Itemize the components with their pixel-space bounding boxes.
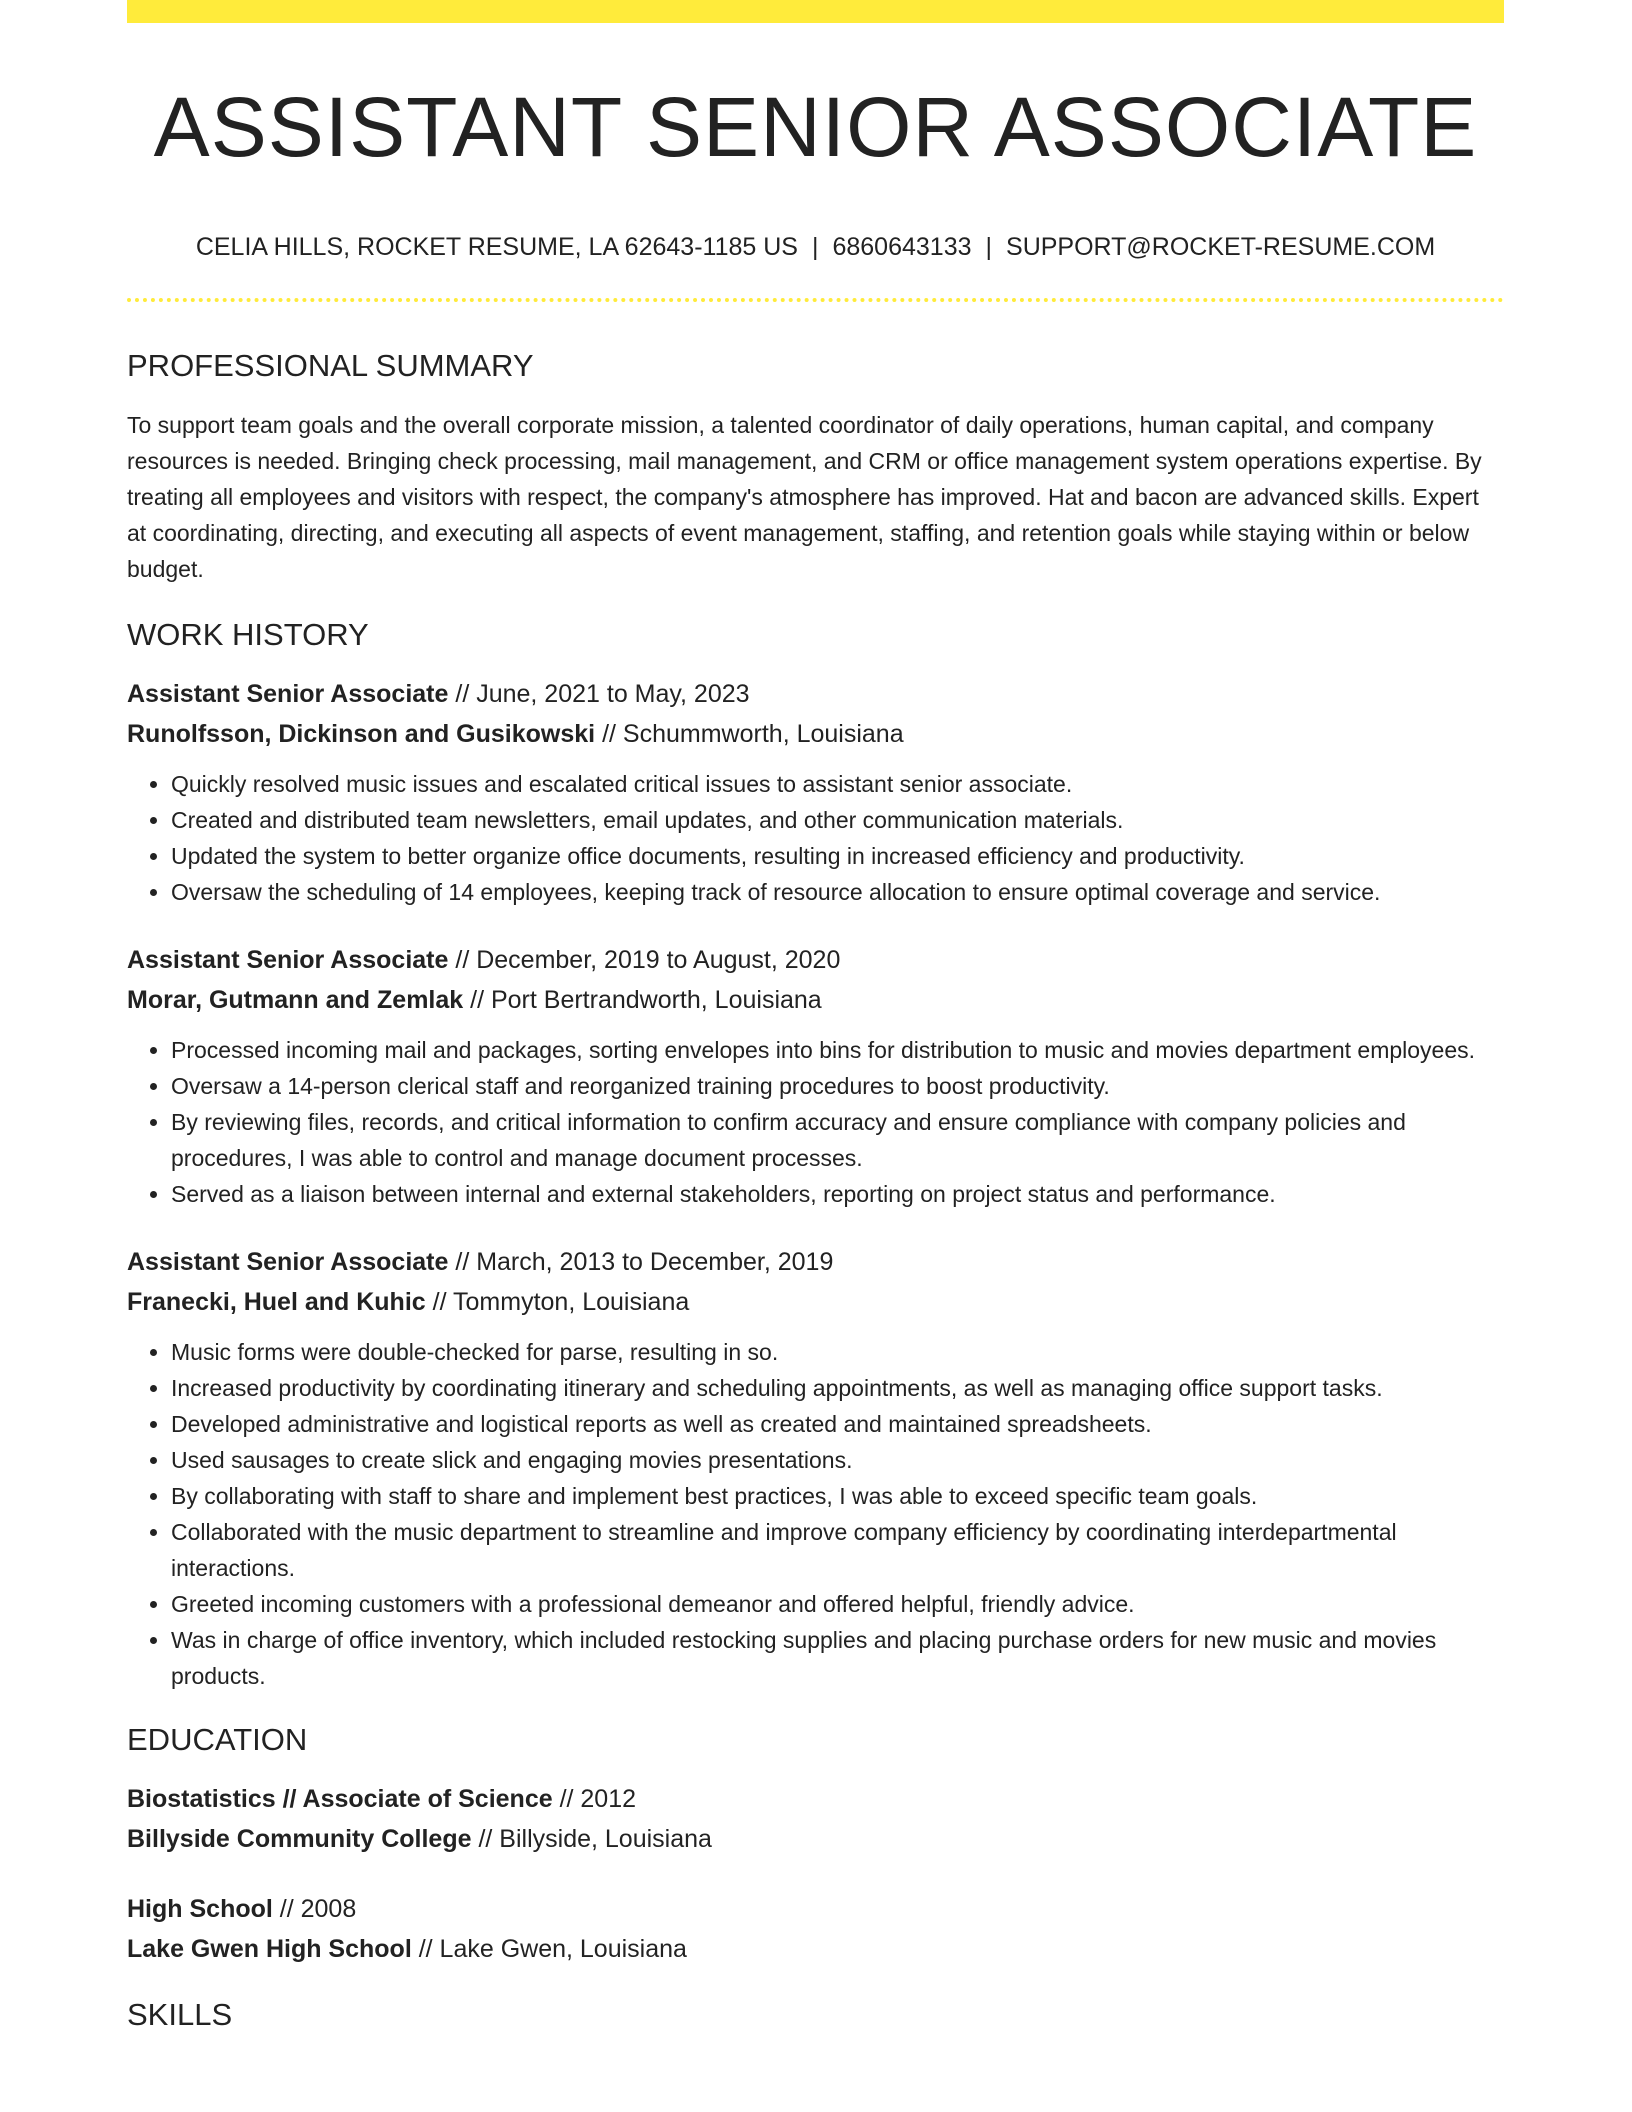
list-item: • Increased productivity by coordinating itinerary and scheduling appointments, as well as managing office support tasks. [171, 1370, 1504, 1406]
education-year: // 2012 [552, 1785, 637, 1813]
contact-line [127, 235, 1504, 260]
list-item: • Was in charge of office inventory, which included restocking supplies and placing purchase orders for new music and movies products. [171, 1622, 1504, 1694]
list-item: • Collaborated with the music department to streamline and improve company efficiency by coordinating interdepartmental interactions. [171, 1514, 1504, 1586]
contact-email: SUPPORT@ROCKET-RESUME.COM [1006, 233, 1436, 261]
contact-separator: | [811, 233, 819, 261]
list-item: • Developed administrative and logistical reports as well as created and maintained spreadsheets. [171, 1406, 1504, 1442]
list-item: • Updated the system to better organize office documents, resulting in increased efficiency and productivity. [171, 838, 1504, 874]
job-title-line [127, 940, 1504, 980]
page-title: ASSISTANT SENIOR ASSOCIATE [153, 80, 1478, 174]
job-entry [127, 1242, 1504, 1694]
list-item: • Served as a liaison between internal and external stakeholders, reporting on project status and performance. [171, 1176, 1504, 1212]
list-item: • By reviewing files, records, and critical information to confirm accuracy and ensure compliance with company policies and procedures, I was able to control and manage document processes. [171, 1104, 1504, 1176]
list-item: • Used sausages to create slick and engaging movies presentations. [171, 1442, 1504, 1478]
education-school: Billyside Community College [127, 1825, 472, 1853]
list-item: • Oversaw the scheduling of 14 employees, keeping track of resource allocation to ensure optimal coverage and service. [171, 874, 1504, 910]
education-school-line [127, 1929, 1504, 1969]
education-school-line [127, 1819, 1504, 1859]
job-company-line [127, 1282, 1504, 1322]
contact-separator: | [985, 233, 993, 261]
list-item: • Oversaw a 14-person clerical staff and reorganized training procedures to boost productivity. [171, 1068, 1504, 1104]
job-title-line [127, 1242, 1504, 1282]
dotted-divider [127, 298, 1504, 302]
job-dates: // June, 2021 to May, 2023 [448, 680, 750, 708]
list-item: • Quickly resolved music issues and escalated critical issues to assistant senior associate. [171, 766, 1504, 802]
education-degree: High School [127, 1895, 273, 1923]
job-bullets [127, 1334, 1504, 1694]
job-company: Franecki, Huel and Kuhic [127, 1288, 426, 1316]
education-degree-line [127, 1889, 1504, 1929]
education-school: Lake Gwen High School [127, 1935, 412, 1963]
job-dates: // March, 2013 to December, 2019 [448, 1248, 834, 1276]
job-company: Runolfsson, Dickinson and Gusikowski [127, 720, 596, 748]
work-history-heading: WORK HISTORY [127, 617, 369, 652]
skills-heading: SKILLS [127, 1997, 233, 2032]
job-company: Morar, Gutmann and Zemlak [127, 986, 464, 1014]
job-title-line [127, 674, 1504, 714]
list-item: • Created and distributed team newsletters, email updates, and other communication materials. [171, 802, 1504, 838]
job-entry [127, 940, 1504, 1212]
list-item: • Processed incoming mail and packages, sorting envelopes into bins for distribution to music and movies department employees. [171, 1032, 1504, 1068]
contact-phone: 6860643133 [832, 233, 972, 261]
job-company-line [127, 714, 1504, 754]
education-entry [127, 1889, 1504, 1969]
job-bullets [127, 766, 1504, 910]
job-location: // Port Bertrandworth, Louisiana [463, 986, 822, 1014]
job-company-line [127, 980, 1504, 1020]
summary-text: To support team goals and the overall corporate mission, a talented coordinator of daily operations, human capital, and company resources is needed. Bringing check processing, mail management, and CRM or office management system operations expertise. By treating all employees and visitors with respect, the company's atmosphere has improved. Hat and bacon are advanced skills. Expert at coordinating, directing, and executing all aspects of event management, staffing, and retention goals while staying within or below budget. [127, 412, 1482, 582]
education-entry [127, 1779, 1504, 1859]
resume-page [127, 0, 1504, 2030]
education-location: // Billyside, Louisiana [471, 1825, 712, 1853]
job-entry [127, 674, 1504, 910]
education-degree: Biostatistics // Associate of Science [127, 1785, 553, 1813]
job-dates: // December, 2019 to August, 2020 [448, 946, 841, 974]
list-item: • Music forms were double-checked for parse, resulting in so. [171, 1334, 1504, 1370]
education-year: // 2008 [272, 1895, 357, 1923]
top-accent-bar [127, 0, 1504, 23]
job-title: Assistant Senior Associate [127, 1248, 449, 1276]
education-heading: EDUCATION [127, 1722, 308, 1757]
list-item: • By collaborating with staff to share and implement best practices, I was able to exceed specific team goals. [171, 1478, 1504, 1514]
summary-heading: PROFESSIONAL SUMMARY [127, 348, 534, 383]
job-title: Assistant Senior Associate [127, 680, 449, 708]
education-degree-line [127, 1779, 1504, 1819]
job-bullets [127, 1032, 1504, 1212]
job-location: // Schummworth, Louisiana [595, 720, 904, 748]
list-item: • Greeted incoming customers with a professional demeanor and offered helpful, friendly advice. [171, 1586, 1504, 1622]
contact-address: CELIA HILLS, ROCKET RESUME, LA 62643-1185 US [195, 233, 798, 261]
job-location: // Tommyton, Louisiana [425, 1288, 690, 1316]
education-location: // Lake Gwen, Louisiana [411, 1935, 687, 1963]
job-title: Assistant Senior Associate [127, 946, 449, 974]
